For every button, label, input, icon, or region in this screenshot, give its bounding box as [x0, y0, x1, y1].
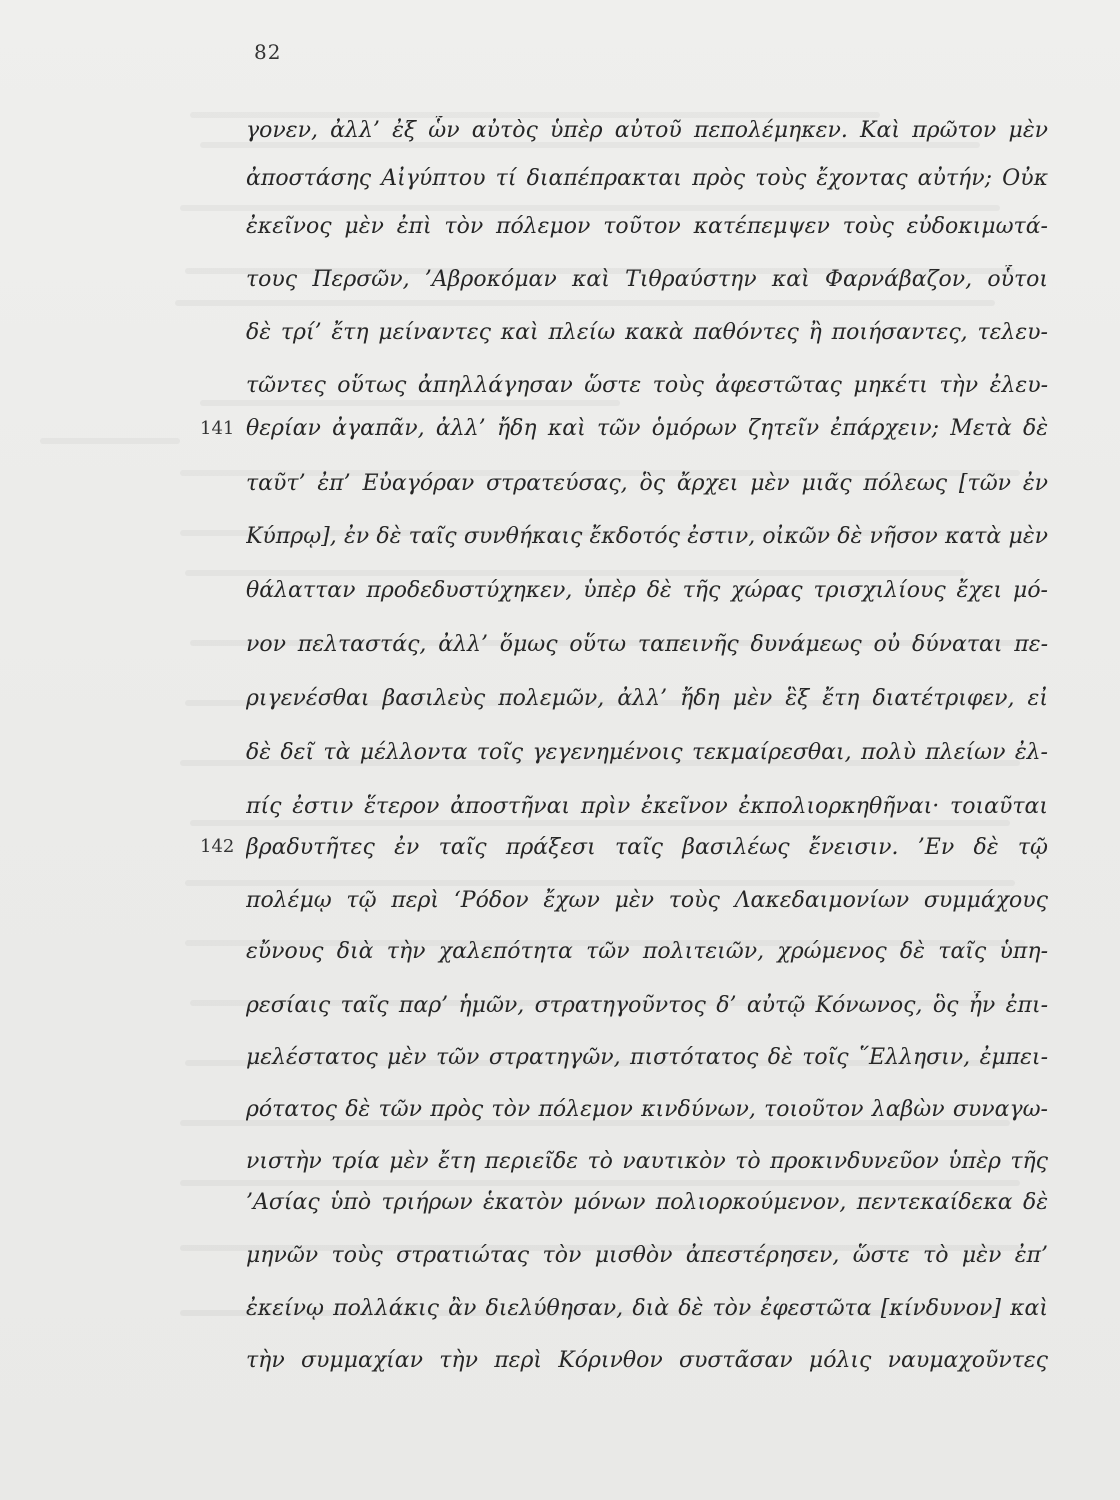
text-line: νιστὴν τρία μὲν ἔτη περιεῖδε τὸ ναυτικὸν τὸ προκινδυνεῦον ὑπὲρ τῆς — [246, 1149, 1048, 1174]
text-line: νον πελταστάς, ἀλλ’ ὅμως οὕτω ταπεινῆς δυνάμεως οὐ δύναται πε- — [246, 632, 1048, 657]
section-number-142: 142 — [200, 836, 235, 857]
text-line: εὔνους διὰ τὴν χαλεπότητα τῶν πολιτειῶν, χρώμενος δὲ ταῖς ὑπη- — [246, 939, 1048, 964]
text-line: τους Περσῶν, ’Αβροκόμαν καὶ Τιθραύστην καὶ Φαρνάβαζον, οὗτοι — [246, 267, 1048, 292]
text-line: μηνῶν τοὺς στρατιώτας τὸν μισθὸν ἀπεστέρησεν, ὥστε τὸ μὲν ἐπ’ — [246, 1243, 1048, 1268]
text-line: ’Ασίας ὑπὸ τριήρων ἑκατὸν μόνων πολιορκούμενον, πεντεκαίδεκα δὲ — [246, 1190, 1048, 1215]
text-line: δὲ τρί’ ἔτη μείναντες καὶ πλείω κακὰ παθόντες ἢ ποιήσαντες, τελευ- — [246, 320, 1048, 345]
text-line: ἐκεῖνος μὲν ἐπὶ τὸν πόλεμον τοῦτον κατέπεμψεν τοὺς εὐδοκιμωτά- — [246, 214, 1048, 239]
text-line: ταῦτ’ ἐπ’ Εὐαγόραν στρατεύσας, ὃς ἄρχει μὲν μιᾶς πόλεως [τῶν ἐν — [246, 471, 1048, 496]
text-line: ρεσίαις ταῖς παρ’ ἡμῶν, στρατηγοῦντος δ’ αὐτῷ Κόνωνος, ὃς ἦν ἐπι- — [246, 993, 1048, 1018]
text-line: γονεν, ἀλλ’ ἐξ ὧν αὐτὸς ὑπὲρ αὐτοῦ πεπολέμηκεν. Καὶ πρῶτον μὲν — [246, 118, 1048, 143]
section-number-141: 141 — [200, 418, 235, 439]
text-line: ἐκείνῳ πολλάκις ἂν διελύθησαν, διὰ δὲ τὸν ἐφεστῶτα [κίνδυνον] καὶ — [246, 1296, 1048, 1321]
text-line: μελέστατος μὲν τῶν στρατηγῶν, πιστότατος δὲ τοῖς ῞Ελλησιν, ἐμπει- — [246, 1045, 1048, 1070]
text-line: Κύπρῳ], ἐν δὲ ταῖς συνθήκαις ἔκδοτός ἐστιν, οἰκῶν δὲ νῆσον κατὰ μὲν — [246, 524, 1048, 549]
text-line: δὲ δεῖ τὰ μέλλοντα τοῖς γεγενημένοις τεκμαίρεσθαι, πολὺ πλείων ἐλ- — [246, 740, 1048, 765]
text-line: θερίαν ἀγαπᾶν, ἀλλ’ ἤδη καὶ τῶν ὁμόρων ζητεῖν ἐπάρχειν; Μετὰ δὲ — [246, 416, 1048, 441]
text-line: ριγενέσθαι βασιλεὺς πολεμῶν, ἀλλ’ ἤδη μὲν ἓξ ἔτη διατέτριφεν, εἰ — [246, 686, 1048, 711]
text-line: θάλατταν προδεδυστύχηκεν, ὑπὲρ δὲ τῆς χώρας τρισχιλίους ἔχει μό- — [246, 578, 1048, 603]
text-line: τῶντες οὕτως ἀπηλλάγησαν ὥστε τοὺς ἀφεστῶτας μηκέτι τὴν ἐλευ- — [246, 373, 1048, 398]
text-line: πίς ἐστιν ἕτερον ἀποστῆναι πρὶν ἐκεῖνον ἐκπολιορκηθῆναι· τοιαῦται — [246, 794, 1048, 819]
text-line: ἀποστάσης Αἰγύπτου τί διαπέπρακται πρὸς τοὺς ἔχοντας αὐτήν; Οὐκ — [246, 166, 1048, 191]
text-line: βραδυτῆτες ἐν ταῖς πράξεσι ταῖς βασιλέως ἔνεισιν. ’Εν δὲ τῷ — [246, 835, 1048, 860]
page-number: 82 — [254, 40, 282, 64]
text-line: τὴν συμμαχίαν τὴν περὶ Κόρινθον συστᾶσαν μόλις ναυμαχοῦντες — [246, 1348, 1048, 1373]
text-line: πολέμῳ τῷ περὶ ‘Ρόδον ἔχων μὲν τοὺς Λακεδαιμονίων συμμάχους — [246, 888, 1048, 913]
text-line: ρότατος δὲ τῶν πρὸς τὸν πόλεμον κινδύνων, τοιοῦτον λαβὼν συναγω- — [246, 1097, 1048, 1122]
